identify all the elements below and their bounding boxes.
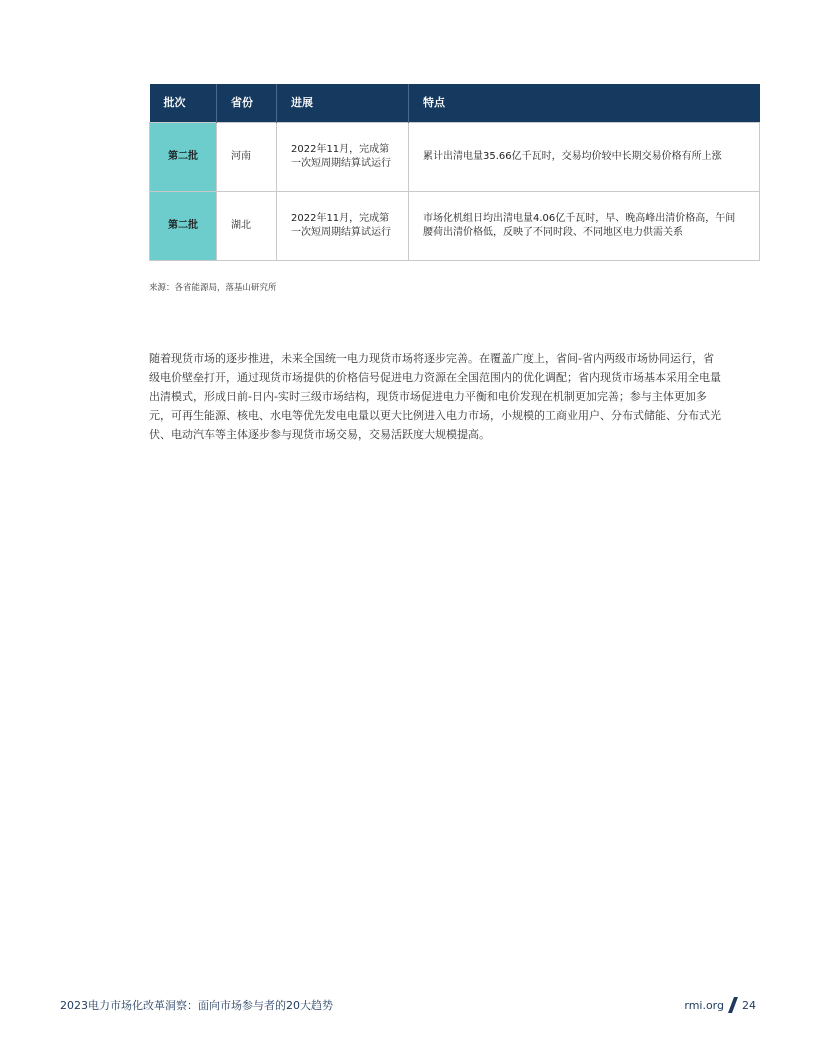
table-row (150, 192, 760, 261)
header-features: 特点 (409, 84, 760, 123)
table-row (150, 123, 760, 192)
page-content (149, 84, 759, 455)
province-cell: 湖北 (217, 192, 277, 261)
pilot-batch-table (149, 84, 760, 261)
batch-cell: 第二批 (150, 123, 217, 192)
progress-cell: 2022年11月，完成第一次短周期结算试运行 (277, 123, 409, 192)
footer-site: rmi.org (684, 998, 724, 1012)
table-header-row (150, 84, 760, 123)
source-note: 来源：各省能源局，落基山研究所 (149, 283, 277, 293)
batch-cell: 第二批 (150, 192, 217, 261)
slash-divider-icon (728, 997, 738, 1013)
features-cell: 市场化机组日均出清电量4.06亿千瓦时，早、晚高峰出清价格高，午间腰荷出清价格低，反映了不同时段、不同地区电力供需关系 (409, 192, 760, 261)
header-province: 省份 (217, 84, 277, 123)
body-paragraph: 随着现货市场的逐步推进，未来全国统一电力现货市场将逐步完善。在覆盖广度上，省间-省内两级市场协同运行，省级电价壁垒打开，通过现货市场提供的价格信号促进电力资源在全国范围内的优化调配；省内现货市场基本采用全电量出清模式，形成日前-日内-实时三级市场结构，现货市场促进电力平衡和电价发现在机制更加完善；参与主体更加多元，可再生能源、核电、水电等优先发电电量以更大比例进入电力市场，小规模的工商业用户、分布式储能、分布式光伏、电动汽车等主体逐步参与现货市场交易，交易活跃度大规模提高。 (149, 352, 721, 441)
footer-page-info (684, 997, 756, 1013)
features-cell: 累计出清电量35.66亿千瓦时，交易均价较中长期交易价格有所上涨 (409, 123, 760, 192)
footer-report-title: 2023电力市场化改革洞察：面向市场参与者的20大趋势 (60, 999, 333, 1012)
province-cell: 河南 (217, 123, 277, 192)
progress-cell: 2022年11月，完成第一次短周期结算试运行 (277, 192, 409, 261)
footer-page-number: 24 (742, 998, 756, 1012)
page-footer (60, 996, 756, 1014)
header-batch: 批次 (150, 84, 217, 123)
header-progress: 进展 (277, 84, 409, 123)
